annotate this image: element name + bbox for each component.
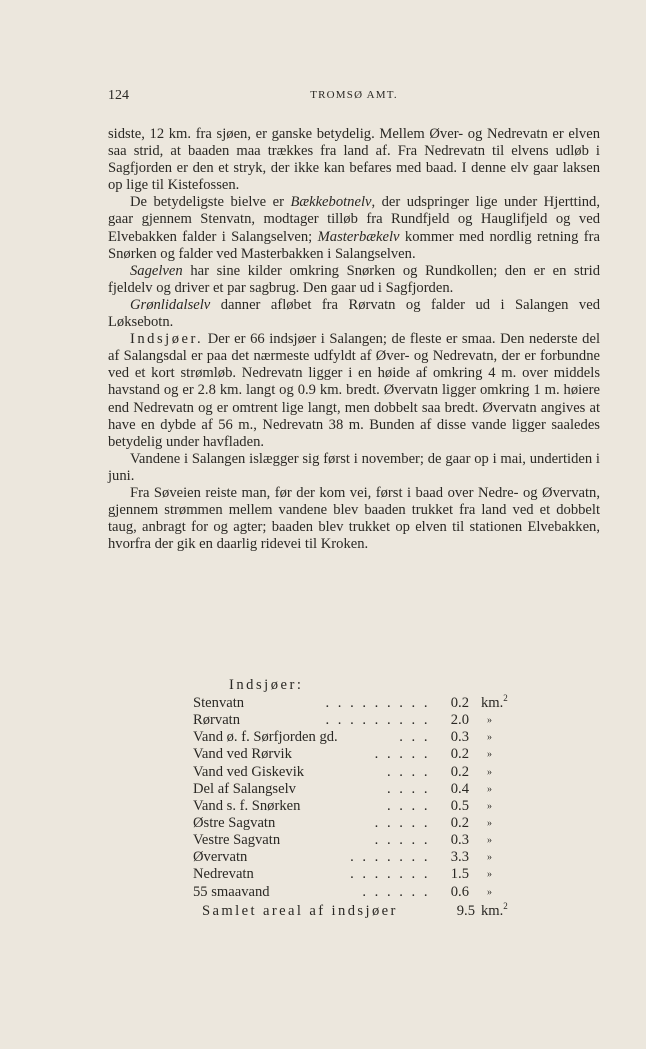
lake-area: 0.2 xyxy=(450,814,469,831)
table-row xyxy=(193,712,523,729)
leader-dots: . . . . xyxy=(386,780,430,797)
lake-area: 1.5 xyxy=(450,866,469,883)
lake-unit: » xyxy=(487,749,492,761)
leader-dots: . . . . xyxy=(386,797,430,814)
lake-unit: » xyxy=(487,800,492,812)
lake-name: Vand ø. f. Sørfjorden gd. xyxy=(193,729,338,746)
body-text xyxy=(108,126,600,553)
page-header xyxy=(108,88,600,108)
lake-name: Rørvatn xyxy=(193,712,241,729)
table-row xyxy=(193,884,523,901)
lake-name: Vand s. f. Snørken xyxy=(193,797,301,814)
paragraph: Grønlidalselv danner afløbet fra Rørvatn og falder ud i Salangen ved Løksebotn. xyxy=(108,296,600,331)
river-name: Grønlidalselv xyxy=(130,296,211,313)
table-row xyxy=(193,781,523,798)
total-label: Samlet areal af indsjøer xyxy=(202,902,398,919)
lake-unit: km.$^2$ xyxy=(481,693,508,711)
lake-area: 2.0 xyxy=(450,712,469,729)
leader-dots: . . . . . xyxy=(374,814,430,831)
table-row xyxy=(193,798,523,815)
leader-dots: . . . . xyxy=(386,763,430,780)
table-total-row xyxy=(193,902,523,920)
total-unit: km.$^2$ xyxy=(481,900,508,919)
lake-name: Vand ved Rørvik xyxy=(193,746,292,763)
lake-unit: » xyxy=(487,766,492,778)
leader-dots: . . . . . . xyxy=(362,883,430,900)
lake-area: 0.6 xyxy=(450,883,469,900)
paragraph: sidste, 12 km. fra sjøen, er ganske betydelig. Mellem Øver- og Nedrevatn er elven saa strid, at baaden maa trækkes fra land af. Fra Nedrevatn til elvens udløb i Sagfjorden er den et stryk, der ikke kan befares med baad. I denne elv gaar laksen op lige til Kistefossen. xyxy=(108,126,600,194)
table-row xyxy=(193,695,523,712)
paragraph: Fra Søveien reiste man, før der kom vei, først i baad over Nedre- og Øvervatn, gjennem strømmen mellem vandene blev baaden trukket fra land ved et dobbelt taug, anbragt for og agter; baaden blev trukket op elven til stationen Elvebakken, hvorfra der gik en daarlig ridevei til Kroken. xyxy=(108,484,600,553)
lake-area: 0.2 xyxy=(450,695,469,711)
leader-dots: . . . xyxy=(399,729,430,746)
lake-name: Del af Salangselv xyxy=(193,780,296,797)
paragraph: Indsjøer. Der er 66 indsjøer i Salangen; de fleste er smaa. Den nederste del af Salangsdal er paa det nærmeste udfyldt af Øver- og Nedrevatn, der er forbundne ved et kort strømløb. Nedrevatn ligger i en høide af omkring 4 m. over middels havstand og er 2.8 km. langt og 0.9 km. bredt. Øvervatn ligger omkring 1 m. høiere end Nedrevatn og er omtrent lige langt, men dobbelt saa bredt. Øvervatn angives at have en dybde af 56 m., Nedrevatn 38 m. Bunden af disse vande ligger saaledes betydelig under havfladen. xyxy=(108,331,600,450)
lake-area: 0.3 xyxy=(450,729,469,746)
lake-name: Nedrevatn xyxy=(193,866,254,883)
table-row xyxy=(193,866,523,883)
river-name: Masterbækelv xyxy=(317,228,400,245)
lake-area: 0.5 xyxy=(450,797,469,814)
leader-dots: . . . . . . . . . xyxy=(325,712,430,729)
lake-unit: » xyxy=(487,835,492,847)
lake-area: 0.2 xyxy=(450,746,469,763)
table-title: Indsjøer: xyxy=(229,677,304,693)
lake-area: 0.3 xyxy=(450,832,469,849)
lake-unit: » xyxy=(487,886,492,898)
total-value: 9.5 xyxy=(456,902,475,919)
lakes-table xyxy=(193,676,523,920)
lake-unit: » xyxy=(487,852,492,864)
lake-name: Øvervatn xyxy=(193,849,248,866)
lake-name: Østre Sagvatn xyxy=(193,814,276,831)
lake-area: 0.2 xyxy=(450,763,469,780)
page-number: 124 xyxy=(108,88,129,103)
lake-unit: » xyxy=(487,732,492,744)
lake-name: Stenvatn xyxy=(193,695,245,711)
lake-area: 3.3 xyxy=(450,849,469,866)
lake-unit: » xyxy=(487,783,492,795)
table-row xyxy=(193,764,523,781)
paragraph: De betydeligste bielve er Bækkebotnelv, der udspringer lige under Hjerttind, gaar gjennem Stenvatn, modtager tilløb fra Rundfjeld og Hauglifjeld og ved Elvebakken falder i Salangselven; Masterbækelv kommer med nordlig retning fra Snørken og falder ved Masterbakken i Salangselven. xyxy=(108,194,601,262)
section-heading: Indsjøer. xyxy=(130,331,204,348)
table-row xyxy=(193,729,523,746)
lake-unit: » xyxy=(487,869,492,881)
lake-name: 55 smaavand xyxy=(193,883,270,900)
running-title: TROMSØ AMT. xyxy=(310,89,398,101)
paragraph: Sagelven har sine kilder omkring Snørken og Rundkollen; den er en strid fjeldelv og driver et par sagbrug. Den gaar ud i Sagfjorden. xyxy=(108,262,600,296)
lake-unit: » xyxy=(487,817,492,829)
leader-dots: . . . . . . . xyxy=(350,849,430,866)
lake-area: 0.4 xyxy=(450,780,469,797)
lake-name: Vand ved Giskevik xyxy=(193,763,305,780)
leader-dots: . . . . . xyxy=(374,746,430,763)
lake-name: Vestre Sagvatn xyxy=(193,832,281,849)
river-name: Sagelven xyxy=(130,262,183,279)
leader-dots: . . . . . . . xyxy=(350,866,430,883)
table-row xyxy=(193,746,523,763)
river-name: Bækkebotnelv xyxy=(290,194,372,211)
table-row xyxy=(193,815,523,832)
table-row xyxy=(193,832,523,849)
leader-dots: . . . . . xyxy=(374,832,430,849)
lake-unit: » xyxy=(487,715,492,727)
leader-dots: . . . . . . . . . xyxy=(325,695,430,711)
paragraph: Vandene i Salangen islægger sig først i november; de gaar op i mai, undertiden i juni. xyxy=(108,450,600,484)
table-row xyxy=(193,849,523,866)
